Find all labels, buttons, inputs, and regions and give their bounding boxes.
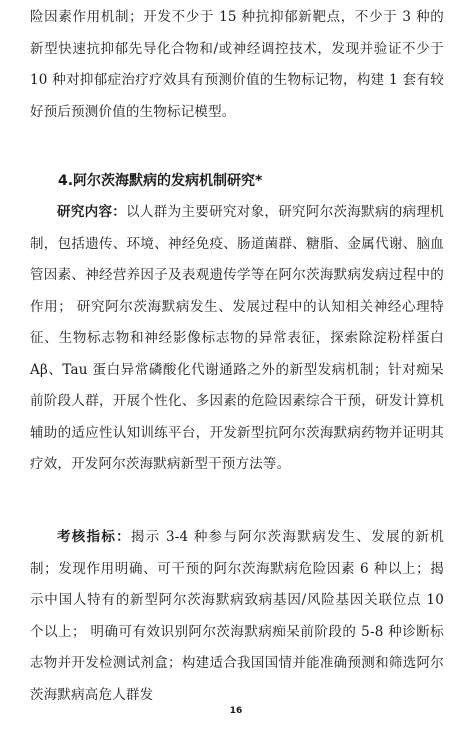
intro-paragraph: 险因素作用机制；开发不少于 15 种抗抑郁新靶点，不少于 3 种的新型快速抗抑郁先导化合物和/或神经调控技术，发现并验证不少于 10 种对抑郁症治疗疗效具有预测价值的生物标记物，构建 1 套有较好预后预测价值的生物标记模型。 — [30, 9, 444, 120]
research-content-label: 研究内容： — [57, 204, 127, 220]
assessment-indicators-label: 考核指标： — [57, 529, 131, 545]
section-heading: 4.阿尔茨海默病的发病机制研究* — [58, 173, 263, 189]
research-content-text: 以人群为主要研究对象，研究阿尔茨海默病的病理机制，包括遗传、环境、神经免疫、肠道菌群、糖脂、金属代谢、脑血管因素、神经营养因子及表观遗传学等在阿尔茨海默病发病过程中的作用； 研究阿尔茨海默病发生、发展过程中的认知相关神经心理特征、生物标志物和神经影像标志物的异常表征，探索除淀粉样蛋白 Aβ、Tau 蛋白异常磷酸化代谢通路之外的新型发病机制；针对痴呆前阶段人群，开展个性化、多因素的危险因素综合干预，研发计算机辅助的适应性认知训练平台，开发新型抗阿尔茨海默病药物并证明其疗效，开发阿尔茨海默病新型干预方法等。 — [30, 204, 445, 472]
research-content-paragraph — [30, 197, 444, 481]
page-number: 16 — [229, 706, 243, 716]
assessment-indicators-paragraph — [30, 522, 444, 711]
assessment-indicators-text: 揭示 3-4 种参与阿尔茨海默病发生、发展的新机制；发现作用明确、可干预的阿尔茨海默病危险因素 6 种以上；揭示中国人特有的新型阿尔茨海默病致病基因/风险基因关联位点 10 个以上； 明确可有效识别阿尔茨海默病痴呆前阶段的 5-8 种诊断标志物并开发检测试剂盒；构建适合我国国情并能准确预测和筛选阿尔茨海默病高危人群发 — [30, 529, 444, 703]
